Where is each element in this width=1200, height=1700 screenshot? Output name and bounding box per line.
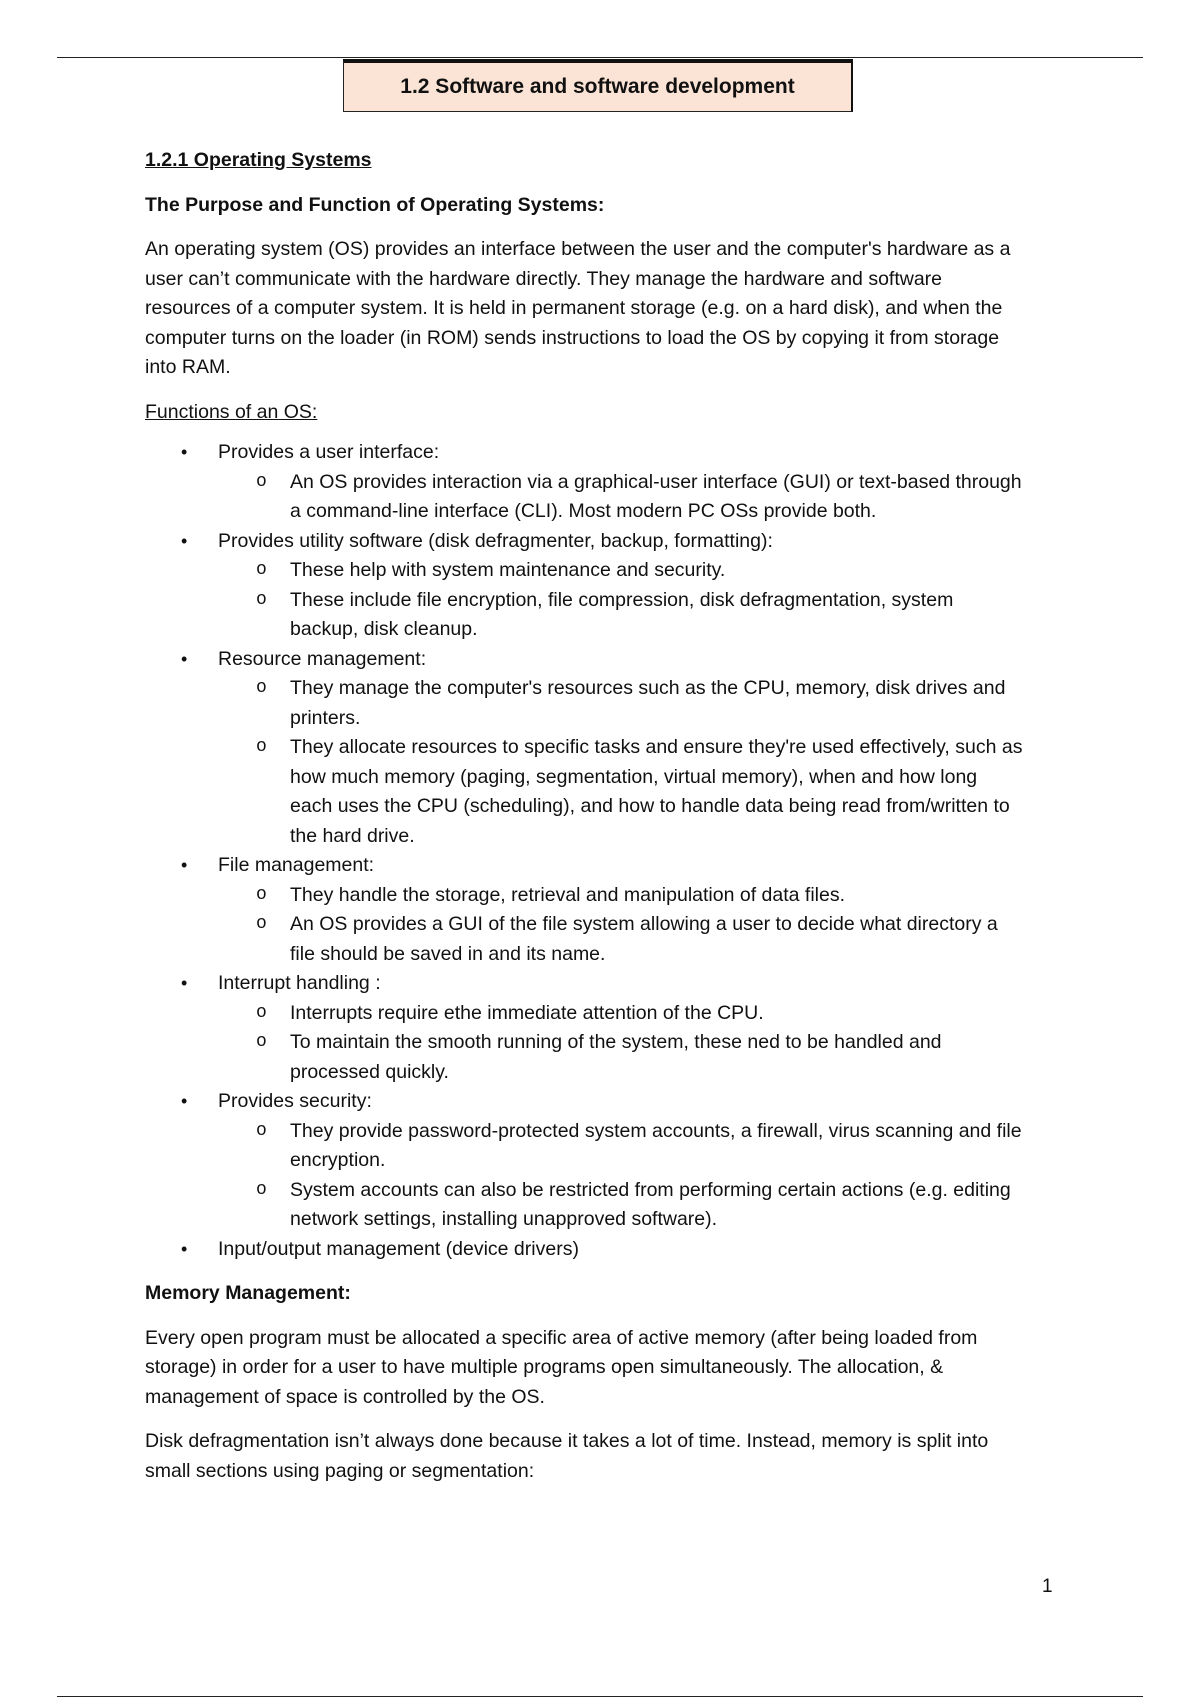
function-label: Interrupt handling : <box>218 972 381 994</box>
text-line: each uses the CPU (scheduling), and how to handle data being read from/written to <box>290 795 1010 817</box>
text-line: They allocate resources to specific tasks and ensure they're used effectively, such as <box>290 736 1023 758</box>
memory-paragraph-2 <box>145 1427 1065 1486</box>
text-line: To maintain the smooth running of the system, these ned to be handled and <box>290 1031 942 1053</box>
text-line: Disk defragmentation isn’t always done because it takes a lot of time. Instead, memory is split into <box>145 1430 989 1452</box>
text-line: how much memory (paging, segmentation, virtual memory), when and how long <box>290 765 978 788</box>
text-line: the hard drive. <box>290 824 415 847</box>
text-line: encryption. <box>290 1149 386 1171</box>
function-label: Provides security: <box>218 1090 372 1112</box>
function-sublist <box>218 556 1065 645</box>
function-subitem <box>218 881 1065 911</box>
text-line: small sections using paging or segmentation: <box>145 1459 535 1482</box>
function-item <box>145 527 1065 645</box>
header-rule <box>57 57 1143 58</box>
text-line: network settings, installing unapproved software). <box>290 1208 718 1230</box>
intro-paragraph <box>145 235 1065 383</box>
function-subitem <box>218 999 1065 1029</box>
text-line: They provide password-protected system accounts, a firewall, virus scanning and file <box>290 1119 1022 1142</box>
function-sublist <box>218 999 1065 1088</box>
subsection-heading: 1.2.1 Operating Systems <box>145 149 372 171</box>
function-subitem <box>218 733 1065 851</box>
memory-heading: Memory Management: <box>145 1282 351 1304</box>
function-subitem <box>218 1028 1065 1087</box>
function-label: Provides a user interface: <box>218 441 440 463</box>
page-number: 1 <box>1042 1576 1053 1597</box>
text-line: backup, disk cleanup. <box>290 618 478 640</box>
function-label: Input/output management (device drivers) <box>218 1237 579 1260</box>
text-line: Interrupts require ethe immediate attention of the CPU. <box>290 1001 764 1024</box>
functions-heading: Functions of an OS: <box>145 400 318 423</box>
function-subitem <box>218 468 1065 527</box>
function-subitem <box>218 674 1065 733</box>
text-line: These help with system maintenance and security. <box>290 559 726 581</box>
function-item <box>145 1087 1065 1235</box>
text-line: processed quickly. <box>290 1060 449 1083</box>
function-subitem <box>218 1117 1065 1176</box>
function-subitem <box>218 556 1065 586</box>
function-label: Provides utility software (disk defragmenter, backup, formatting): <box>218 529 773 552</box>
text-line: They handle the storage, retrieval and manipulation of data files. <box>290 883 846 906</box>
text-line: a command-line interface (CLI). Most modern PC OSs provide both. <box>290 500 877 522</box>
function-subitem <box>218 1176 1065 1235</box>
text-line: management of space is controlled by the OS. <box>145 1385 545 1408</box>
text-line: file should be saved in and its name. <box>290 942 606 965</box>
function-item <box>145 645 1065 852</box>
footer-rule <box>57 1696 1143 1697</box>
function-label: Resource management: <box>218 647 427 670</box>
function-item <box>145 1235 1065 1265</box>
function-item <box>145 851 1065 969</box>
text-line: resources of a computer system. It is held in permanent storage (e.g. on a hard disk), and when the <box>145 297 1003 319</box>
purpose-heading: The Purpose and Function of Operating Systems: <box>145 193 605 216</box>
functions-list <box>145 438 1065 1264</box>
text-line: computer turns on the loader (in ROM) sends instructions to load the OS by copying it from storage <box>145 326 1000 349</box>
text-line: storage) in order for a user to have multiple programs open simultaneously. The allocation, & <box>145 1356 944 1378</box>
text-line: An operating system (OS) provides an interface between the user and the computer's hardware as a <box>145 238 1011 260</box>
document-body <box>145 146 1065 1486</box>
text-line: printers. <box>290 706 361 729</box>
text-line: System accounts can also be restricted from performing certain actions (e.g. editing <box>290 1178 1011 1201</box>
text-line: user can’t communicate with the hardware directly. They manage the hardware and software <box>145 267 943 290</box>
function-item <box>145 969 1065 1087</box>
function-sublist <box>218 674 1065 851</box>
function-sublist <box>218 881 1065 970</box>
function-label: File management: <box>218 854 375 876</box>
text-line: Every open program must be allocated a specific area of active memory (after being loaded from <box>145 1326 978 1349</box>
function-item <box>145 438 1065 527</box>
text-line: These include file encryption, file compression, disk defragmentation, system <box>290 588 954 611</box>
function-subitem <box>218 910 1065 969</box>
function-sublist <box>218 1117 1065 1235</box>
text-line: An OS provides a GUI of the file system allowing a user to decide what directory a <box>290 913 998 935</box>
function-sublist <box>218 468 1065 527</box>
text-line: into RAM. <box>145 356 231 378</box>
text-line: An OS provides interaction via a graphical-user interface (GUI) or text-based through <box>290 470 1022 493</box>
function-subitem <box>218 586 1065 645</box>
text-line: They manage the computer's resources such as the CPU, memory, disk drives and <box>290 677 1006 699</box>
document-title: 1.2 Software and software development <box>343 59 853 112</box>
memory-paragraph-1 <box>145 1324 1065 1413</box>
